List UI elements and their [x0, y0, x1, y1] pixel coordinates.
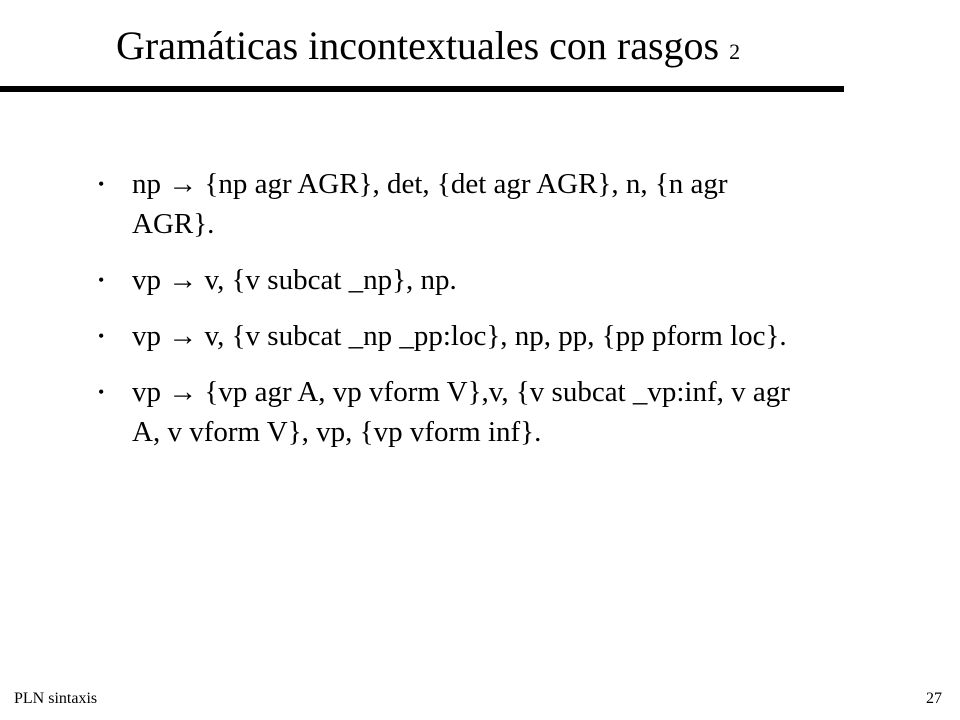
bullet-list — [98, 164, 798, 468]
title-divider — [0, 86, 844, 92]
bullet-item — [98, 164, 798, 244]
slide-title-number: 2 — [729, 39, 741, 64]
bullet-dot-icon: • — [98, 174, 105, 194]
bullet-text: vp → {vp agr A, vp vform V},v, {v subcat _vp:inf, v agr A, v vform V}, vp, {vp vform inf}. — [132, 376, 790, 448]
bullet-item — [98, 260, 798, 300]
bullet-text: vp → v, {v subcat _np _pp:loc}, np, pp, {pp pform loc}. — [132, 320, 787, 352]
slide-title-text: Gramáticas incontextuales con rasgos — [116, 23, 720, 68]
slide-title — [116, 20, 740, 78]
bullet-dot-icon: • — [98, 326, 105, 346]
bullet-text: np → {np agr AGR}, det, {det agr AGR}, n, {n agr AGR}. — [132, 168, 728, 240]
footer-course-label: PLN sintaxis — [14, 690, 98, 707]
bullet-text: vp → v, {v subcat _np}, np. — [132, 264, 457, 296]
bullet-dot-icon: • — [98, 382, 105, 402]
bullet-dot-icon: • — [98, 270, 105, 290]
bullet-item — [98, 372, 798, 452]
footer-page-number: 27 — [926, 690, 942, 707]
bullet-item — [98, 316, 798, 356]
